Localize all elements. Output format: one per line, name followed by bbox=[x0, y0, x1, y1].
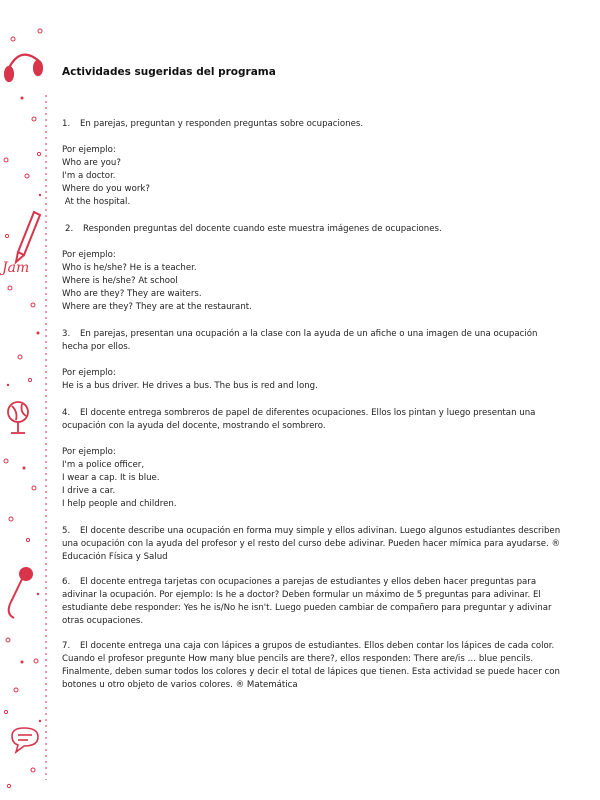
example-line: Who is he/she? He is a teacher. bbox=[62, 263, 197, 273]
example-line: I drive a car. bbox=[62, 486, 116, 496]
activity-text: Responden preguntas del docente cuando este muestra imágenes de ocupaciones. bbox=[83, 224, 442, 234]
activity-text: El docente entrega sombreros de papel de diferentes ocupaciones. Ellos los pintan y luego presentan una ocupación con la ayuda del docente, mostrando el sombrero. bbox=[62, 408, 536, 431]
activity-number: 2. bbox=[65, 224, 74, 234]
activity-3 bbox=[62, 328, 562, 393]
example-label: Por ejemplo: bbox=[62, 145, 116, 155]
activity-4 bbox=[62, 407, 562, 511]
pencil-icon bbox=[16, 212, 40, 262]
activity-number: 1. bbox=[62, 119, 71, 129]
activity-text: En parejas, presentan una ocupación a la clase con la ayuda de un afiche o una imagen de una ocupación hecha por ellos. bbox=[62, 329, 538, 352]
jam-word: Jam bbox=[2, 260, 30, 276]
example-line: Who are you? bbox=[62, 158, 121, 168]
example-label: Por ejemplo: bbox=[62, 368, 116, 378]
margin-decoration bbox=[0, 0, 50, 800]
activity-text: El docente describe una ocupación en forma muy simple y ellos adivinan. Luego algunos estudiantes describen una ocupación con la ayuda del profesor y el resto del curso debe adivinar. Pueden hacer mímica para ayudarse. ® Educación Física y Salud bbox=[62, 526, 561, 562]
activity-number: 5. bbox=[62, 526, 71, 536]
example-label: Por ejemplo: bbox=[62, 250, 116, 260]
example-line: I'm a police officer, bbox=[62, 460, 145, 470]
headphones-icon bbox=[5, 55, 42, 81]
activity-text: En parejas, preguntan y responden preguntas sobre ocupaciones. bbox=[80, 119, 364, 129]
activity-number: 6. bbox=[62, 577, 71, 587]
example-line: Where are they? They are at the restaurant. bbox=[62, 302, 252, 312]
example-label: Por ejemplo: bbox=[62, 447, 116, 457]
activity-6 bbox=[62, 576, 562, 628]
example-line: I wear a cap. It is blue. bbox=[62, 473, 160, 483]
activity-5 bbox=[62, 525, 562, 564]
activity-1 bbox=[62, 118, 562, 209]
activity-number: 7. bbox=[62, 641, 71, 651]
globe-icon bbox=[8, 402, 28, 433]
activity-2 bbox=[62, 223, 562, 314]
example-line: Who are they? They are waiters. bbox=[62, 289, 202, 299]
speech-bubble-icon bbox=[12, 728, 38, 752]
example-line: I'm a doctor. bbox=[62, 171, 116, 181]
example-line: I help people and children. bbox=[62, 499, 177, 509]
example-line: Where do you work? bbox=[62, 184, 150, 194]
activity-text: El docente entrega tarjetas con ocupaciones a parejas de estudiantes y ellos deben hacer preguntas para adivinar la ocupación. Por ejemplo: Is he a doctor? Deben formular un máximo de 5 preguntas para adivinar. El estudiante debe responder: Yes he is/No he isn't. Luego pueden cambiar de compañero para preguntar y adivinar otras ocupaciones. bbox=[62, 577, 552, 626]
activity-number: 3. bbox=[62, 329, 71, 339]
example-line: Where is he/she? At school bbox=[62, 276, 178, 286]
example-line: At the hospital. bbox=[62, 197, 131, 207]
activity-number: 4. bbox=[62, 408, 71, 418]
activity-text: El docente entrega una caja con lápices a grupos de estudiantes. Ellos deben contar los lápices de cada color. Cuando el profesor pregunte How many blue pencils are there?, ellos responden: There are/is … blue pencils. Finalmente, deben sumar todos los colores y decir el total de lápices que tienen. Esta actividad se puede hacer con botones u otro objeto de varios colores. ® Matemática bbox=[62, 641, 560, 690]
document-body bbox=[62, 66, 562, 692]
example-line: He is a bus driver. He drives a bus. The bus is red and long. bbox=[62, 381, 318, 391]
activity-7 bbox=[62, 640, 562, 692]
page-title: Actividades sugeridas del programa bbox=[62, 66, 276, 78]
microphone-icon bbox=[9, 568, 32, 618]
